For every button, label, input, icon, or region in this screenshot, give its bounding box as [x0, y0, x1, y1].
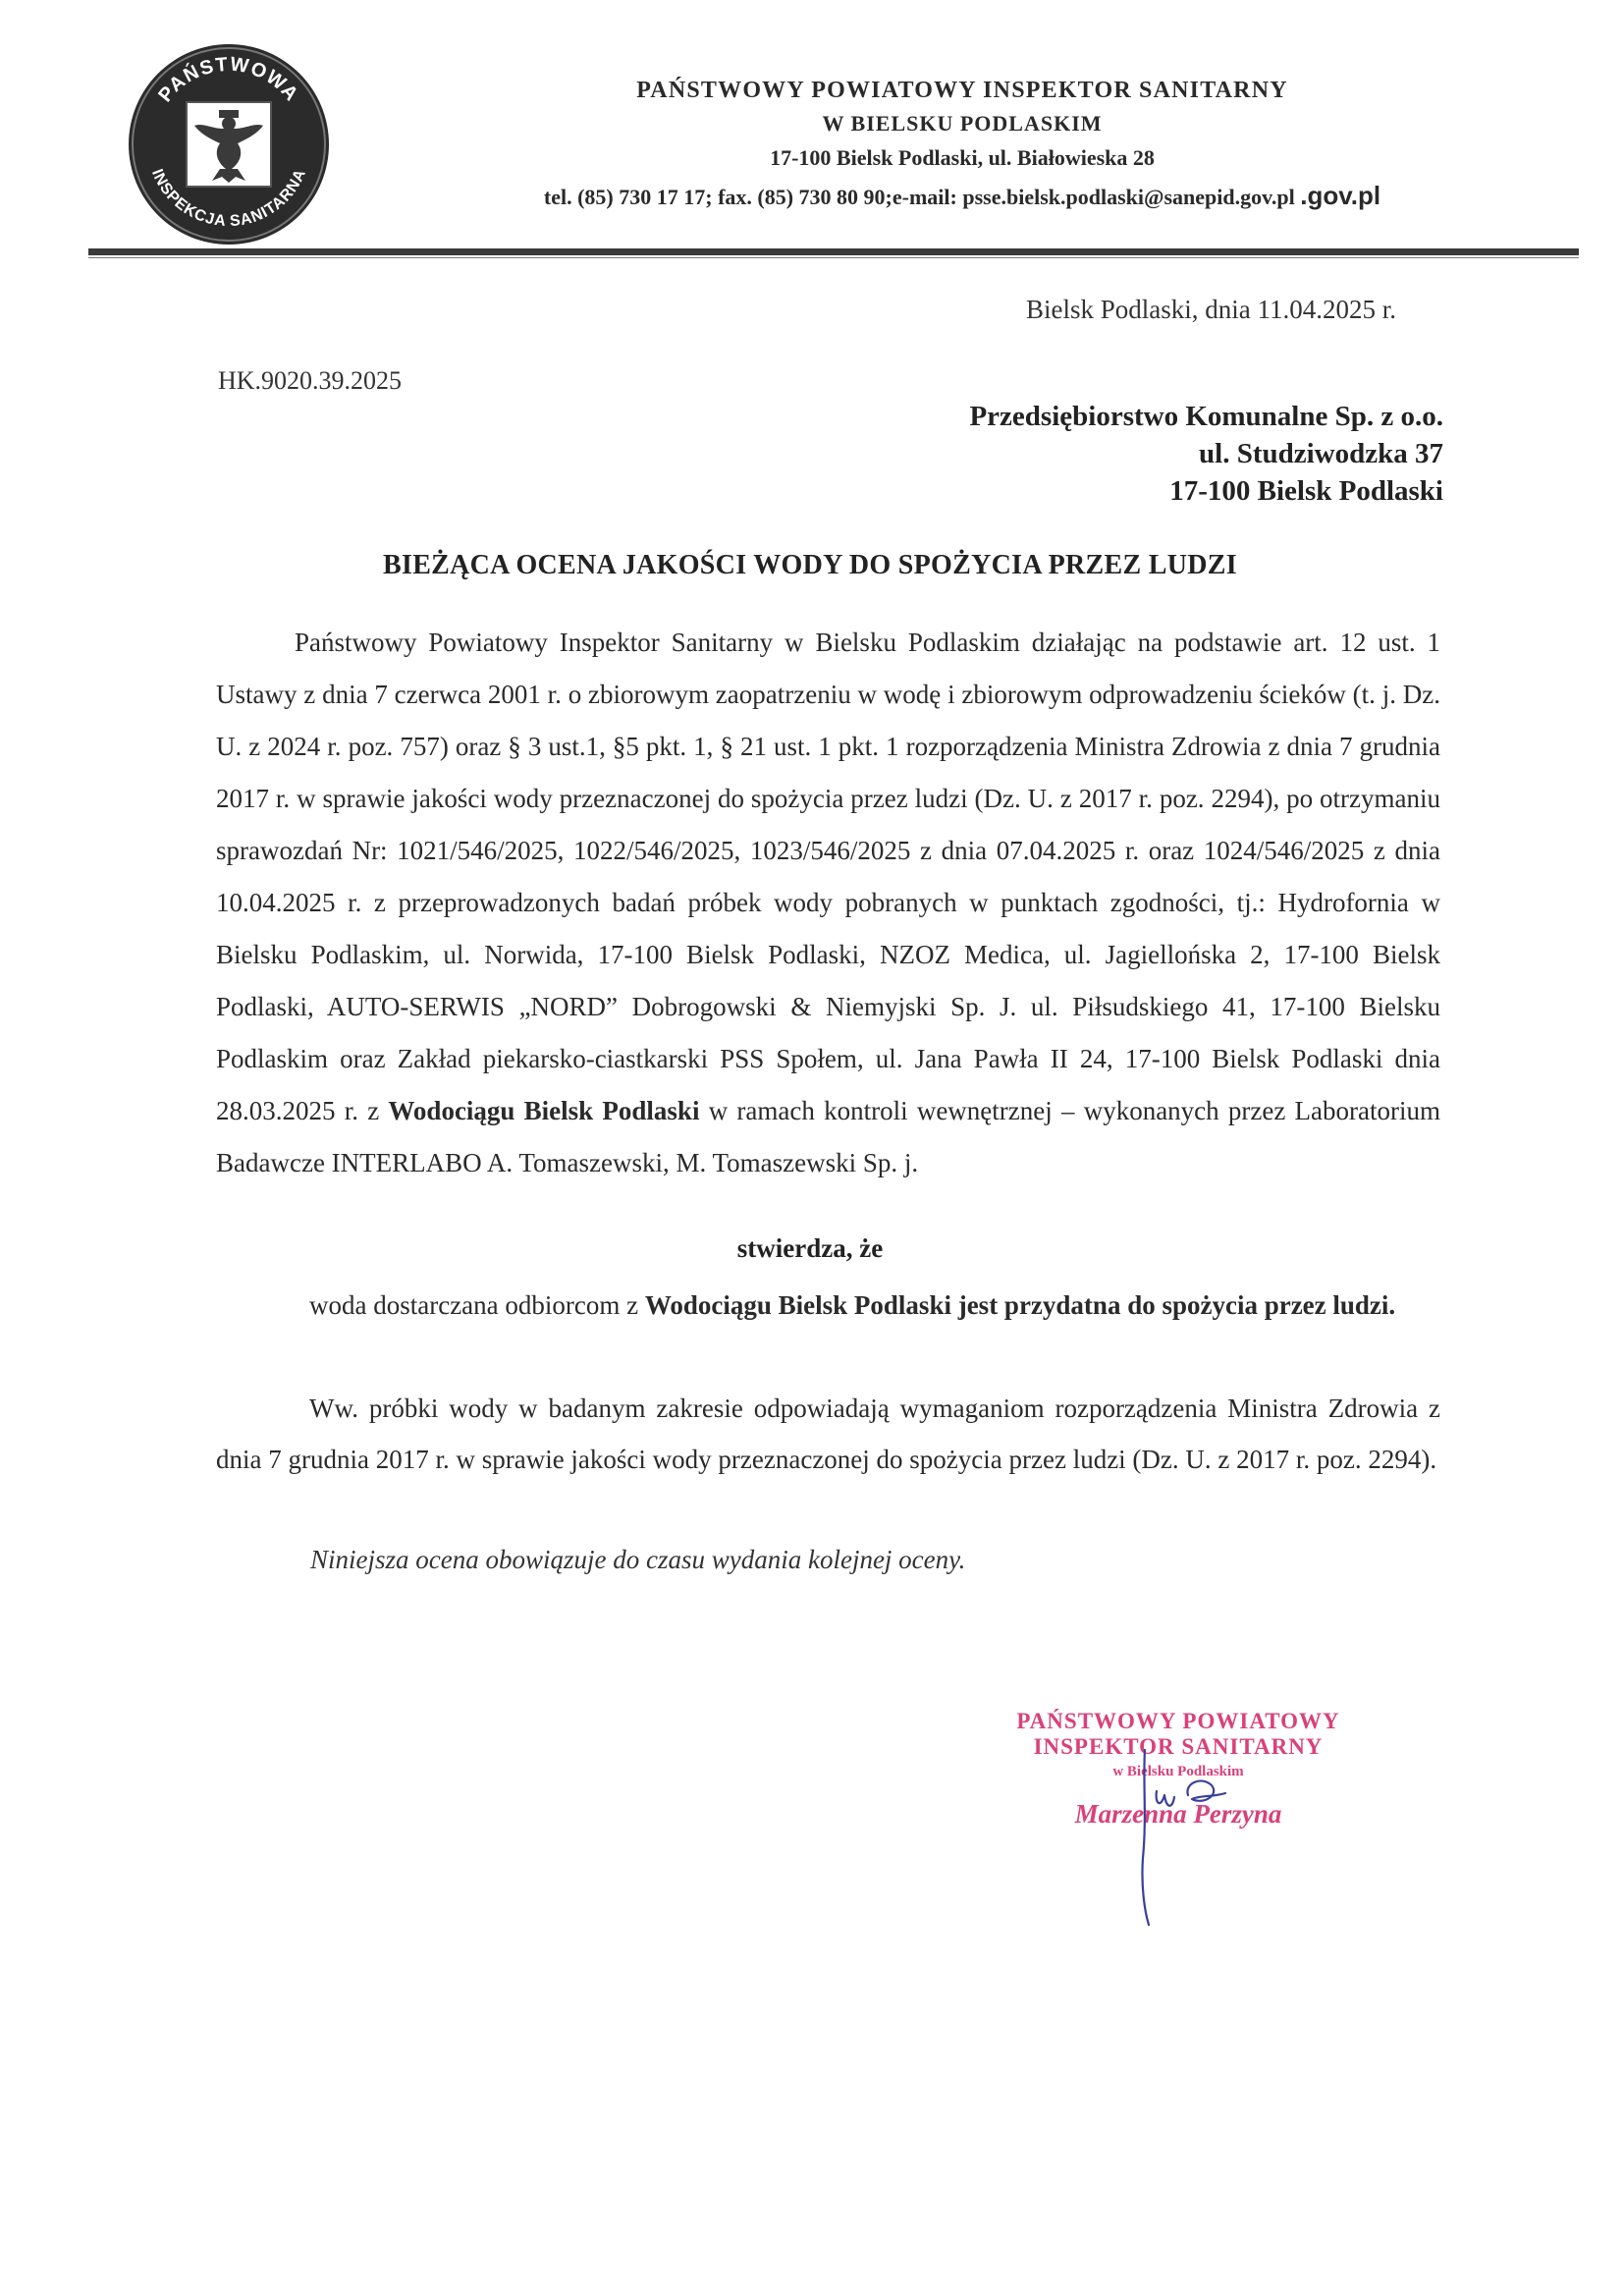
- logo-top-text: PAŃSTWOWA: [154, 53, 303, 107]
- stamp-line-2: INSPEKTOR SANITARNY: [1033, 1734, 1324, 1759]
- recipient-city: 17-100 Bielsk Podlaski: [1169, 475, 1443, 507]
- official-stamp: [992, 1701, 1365, 1956]
- conclusion-paragraph: [216, 1279, 1440, 1332]
- pis-logo: [126, 41, 332, 247]
- body-text-part-2: w ramach kontroli wewnętrznej – wykonanych przez Laboratorium Badawcze INTERLABO A. Tomaszewski, M. Tomaszewski Sp. j.: [216, 1096, 1440, 1177]
- logo-bottom-text: INSPEKCJA SANITARNA: [148, 166, 310, 231]
- conclusion-bold: Wodociągu Bielsk Podlaski jest przydatna do spożycia przez ludzi.: [644, 1290, 1396, 1320]
- header-divider: [88, 248, 1579, 255]
- letterhead-line-2: W BIELSKU PODLASKIM: [822, 111, 1103, 136]
- conformity-text: Ww. próbki wody w badanym zakresie odpowiadają wymaganiom rozporządzenia Ministra Zdrowia z dnia 7 grudnia 2017 r. w sprawie jakości wody przeznaczonej do spożycia przez ludzi (Dz. U. z 2017 r. poz. 2294).: [216, 1394, 1440, 1474]
- validity-note: Niniejsza ocena obowiązuje do czasu wydania kolejnej oceny.: [310, 1545, 966, 1574]
- letterhead-address: 17-100 Bielsk Podlaski, ul. Białowieska 28: [770, 145, 1155, 170]
- body-bold-waterworks: Wodociągu Bielsk Podlaski: [388, 1096, 700, 1125]
- stamp-line-1: PAŃSTWOWY POWIATOWY: [1016, 1709, 1340, 1733]
- recipient-street: ul. Studziwodzka 37: [1199, 438, 1443, 469]
- recipient-block: [884, 398, 1443, 510]
- header-divider-thin: [88, 257, 1579, 258]
- body-paragraph: [216, 617, 1440, 1189]
- letter-date: Bielsk Podlaski, dnia 11.04.2025 r.: [1026, 295, 1396, 324]
- body-text-part-1: Państwowy Powiatowy Inspektor Sanitarny w Bielsku Podlaskim działając na podstawie art. 12 ust. 1 Ustawy z dnia 7 czerwca 2001 r. o zbiorowym zaopatrzeniu w wodę i zbiorowym odprowadzeniu ścieków (t. j. Dz. U. z 2024 r. poz. 757) oraz § 3 ust.1, §5 pkt. 1, § 21 ust. 1 pkt. 1 rozporządzenia Ministra Zdrowia z dnia 7 grudnia 2017 r. w sprawie jakości wody przeznaczonej do spożycia przez ludzi (Dz. U. z 2017 r. poz. 2294), po otrzymaniu sprawozdań Nr: 1021/546/2025, 1022/546/2025, 1023/546/2025 z dnia 07.04.2025 r. oraz 1024/546/2025 z dnia 10.04.2025 r. z przeprowadzonych badań próbek wody pobranych w punktach zgodności, tj.: Hydrofornia w Bielsku Podlaskim, ul. Norwida, 17-100 Bielsk Podlaski, NZOZ Medica, ul. Jagiellońska 2, 17-100 Bielsk Podlaski, AUTO-SERWIS „NORD” Dobrogowski & Niemyjski Sp. J. ul. Piłsudskiego 41, 17-100 Bielsku Podlaskim oraz Zakład piekarsko-ciastkarski PSS Społem, ul. Jana Pawła II 24, 17-100 Bielsk Podlaski dnia 28.03.2025 r. z: [216, 628, 1440, 1125]
- letterhead-line-1: PAŃSTWOWY POWIATOWY INSPEKTOR SANITARNY: [636, 78, 1288, 103]
- letterhead-contact-text: tel. (85) 730 17 17; fax. (85) 730 80 90;e-mail: psse.bielsk.podlaski@sanepid.gov.pl: [543, 185, 1295, 209]
- stwierdza-heading: stwierdza, że: [736, 1233, 884, 1263]
- conclusion-text: woda dostarczana odbiorcom z: [309, 1290, 639, 1320]
- letterhead-contact-suffix: .gov.pl: [1300, 181, 1381, 210]
- letterhead-contact: [432, 176, 1492, 217]
- conformity-paragraph: [216, 1383, 1440, 1485]
- reference-number: HK.9020.39.2025: [218, 366, 403, 395]
- document-title: BIEŻĄCA OCENA JAKOŚCI WODY DO SPOŻYCIA PRZEZ LUDZI: [383, 550, 1237, 580]
- recipient-name: Przedsiębiorstwo Komunalne Sp. z o.o.: [969, 401, 1443, 432]
- stamp-name: Marzenna Perzyna: [1074, 1799, 1282, 1829]
- letterhead: [432, 74, 1492, 217]
- stamp-line-3: w Bielsku Podlaskim: [1112, 1764, 1244, 1779]
